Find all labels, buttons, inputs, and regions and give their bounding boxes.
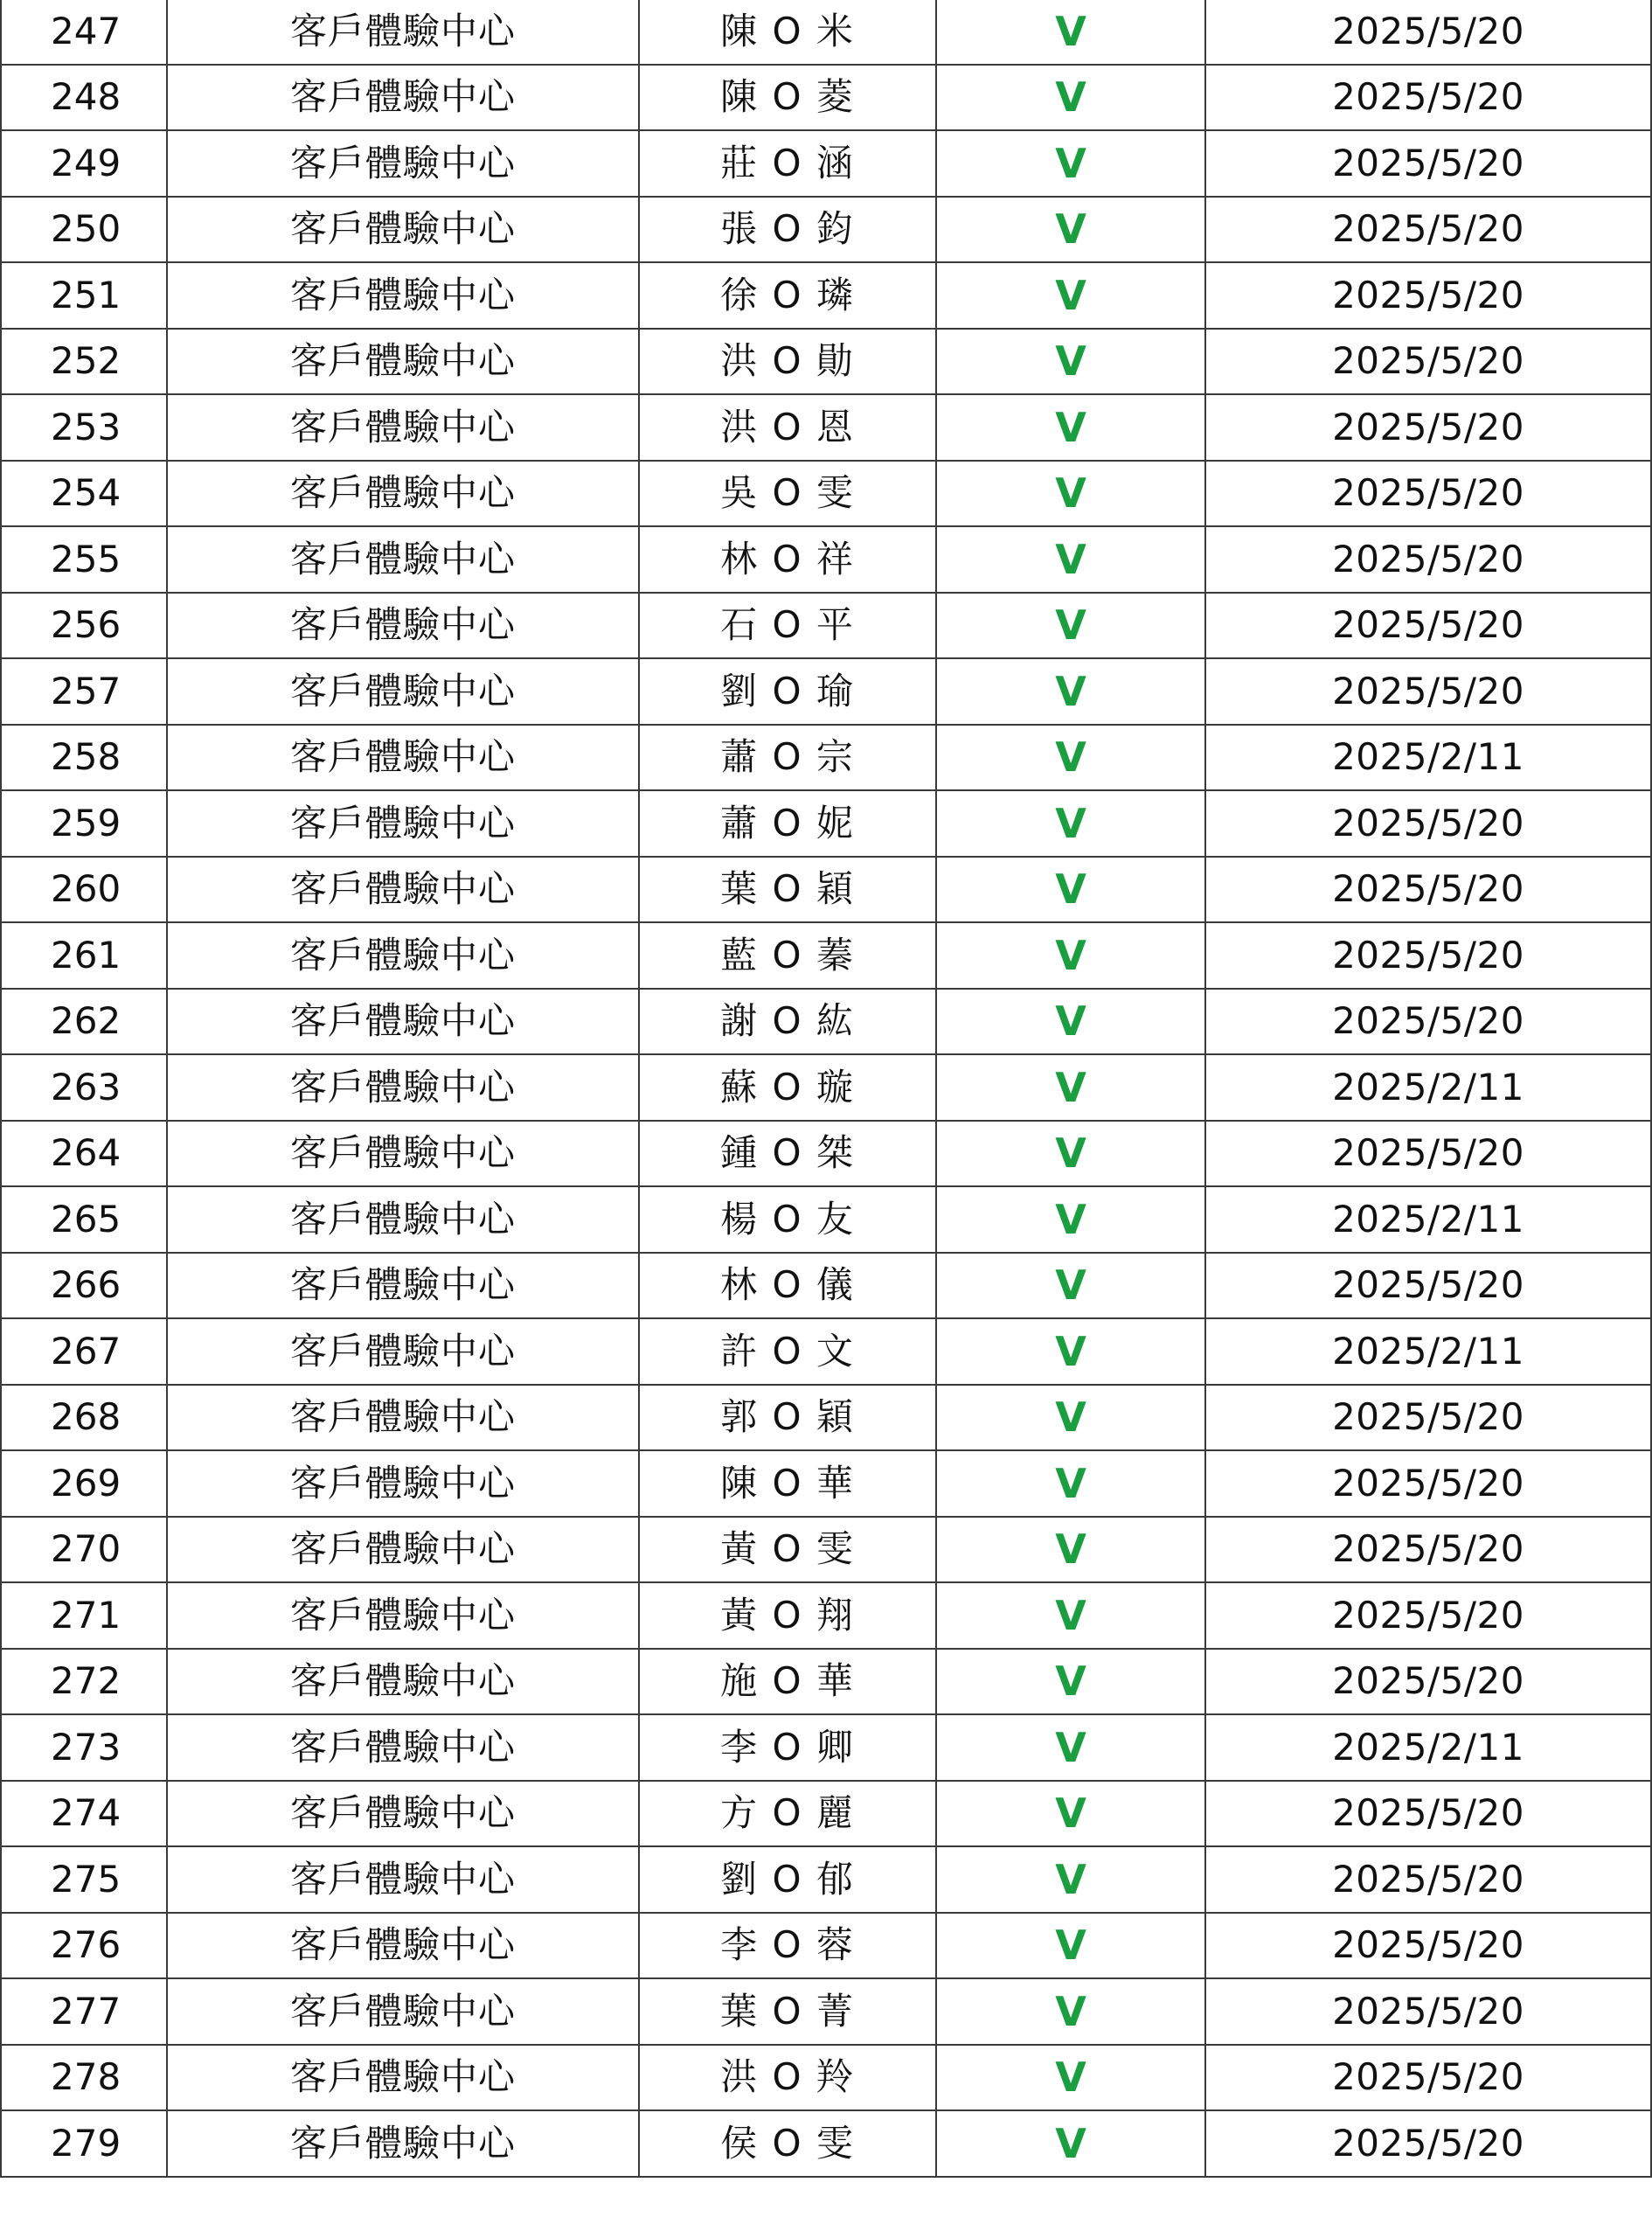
person-name-cell: 方 O 麗 [639, 1781, 936, 1847]
table-row [1, 1649, 1651, 1715]
table-row [1, 1186, 1651, 1253]
date-cell: 2025/5/20 [1205, 130, 1651, 197]
row-number: 250 [1, 197, 167, 263]
date-cell: 2025/5/20 [1205, 1121, 1651, 1187]
table-row [1, 1517, 1651, 1583]
check-mark: V [936, 262, 1205, 329]
date-cell: 2025/2/11 [1205, 1714, 1651, 1781]
table-row [1, 1253, 1651, 1319]
table-row [1, 2045, 1651, 2111]
department-cell: 客戶體驗中心 [167, 1978, 639, 2045]
table-row [1, 1318, 1651, 1385]
date-cell: 2025/5/20 [1205, 394, 1651, 461]
department-cell: 客戶體驗中心 [167, 1846, 639, 1913]
department-cell: 客戶體驗中心 [167, 1318, 639, 1385]
department-cell: 客戶體驗中心 [167, 0, 639, 65]
check-mark: V [936, 1913, 1205, 1979]
table-row [1, 329, 1651, 395]
date-cell: 2025/5/20 [1205, 1253, 1651, 1319]
row-number: 252 [1, 329, 167, 395]
table-row [1, 526, 1651, 593]
row-number: 275 [1, 1846, 167, 1913]
person-name-cell: 蕭 O 妮 [639, 790, 936, 857]
date-cell: 2025/5/20 [1205, 593, 1651, 659]
department-cell: 客戶體驗中心 [167, 1913, 639, 1979]
date-cell: 2025/5/20 [1205, 857, 1651, 923]
department-cell: 客戶體驗中心 [167, 1649, 639, 1715]
date-cell: 2025/5/20 [1205, 2045, 1651, 2111]
department-cell: 客戶體驗中心 [167, 593, 639, 659]
row-number: 279 [1, 2110, 167, 2177]
row-number: 254 [1, 461, 167, 527]
row-number: 256 [1, 593, 167, 659]
date-cell: 2025/5/20 [1205, 1978, 1651, 2045]
person-name-cell: 莊 O 涵 [639, 130, 936, 197]
row-number: 264 [1, 1121, 167, 1187]
row-number: 274 [1, 1781, 167, 1847]
date-cell: 2025/5/20 [1205, 0, 1651, 65]
date-cell: 2025/5/20 [1205, 1517, 1651, 1583]
date-cell: 2025/5/20 [1205, 1385, 1651, 1451]
date-cell: 2025/2/11 [1205, 1186, 1651, 1253]
date-cell: 2025/5/20 [1205, 989, 1651, 1055]
department-cell: 客戶體驗中心 [167, 526, 639, 593]
department-cell: 客戶體驗中心 [167, 790, 639, 857]
date-cell: 2025/5/20 [1205, 1649, 1651, 1715]
date-cell: 2025/2/11 [1205, 1054, 1651, 1121]
department-cell: 客戶體驗中心 [167, 262, 639, 329]
row-number: 262 [1, 989, 167, 1055]
check-mark: V [936, 658, 1205, 725]
department-cell: 客戶體驗中心 [167, 1714, 639, 1781]
row-number: 277 [1, 1978, 167, 2045]
table-row [1, 658, 1651, 725]
date-cell: 2025/5/20 [1205, 65, 1651, 131]
date-cell: 2025/5/20 [1205, 1846, 1651, 1913]
table-row [1, 989, 1651, 1055]
row-number: 271 [1, 1582, 167, 1649]
row-number: 259 [1, 790, 167, 857]
row-number: 253 [1, 394, 167, 461]
row-number: 255 [1, 526, 167, 593]
check-mark: V [936, 2045, 1205, 2111]
person-name-cell: 張 O 鈞 [639, 197, 936, 263]
row-number: 265 [1, 1186, 167, 1253]
date-cell: 2025/5/20 [1205, 2110, 1651, 2177]
row-number: 257 [1, 658, 167, 725]
date-cell: 2025/2/11 [1205, 725, 1651, 791]
table-row [1, 1714, 1651, 1781]
date-cell: 2025/5/20 [1205, 1582, 1651, 1649]
person-name-cell: 侯 O 雯 [639, 2110, 936, 2177]
table-row [1, 1385, 1651, 1451]
person-name-cell: 林 O 祥 [639, 526, 936, 593]
person-name-cell: 李 O 蓉 [639, 1913, 936, 1979]
person-name-cell: 陳 O 米 [639, 0, 936, 65]
department-cell: 客戶體驗中心 [167, 1385, 639, 1451]
table-row [1, 197, 1651, 263]
person-name-cell: 吳 O 雯 [639, 461, 936, 527]
person-name-cell: 劉 O 郁 [639, 1846, 936, 1913]
department-cell: 客戶體驗中心 [167, 1517, 639, 1583]
table-row [1, 1054, 1651, 1121]
table-row [1, 1582, 1651, 1649]
date-cell: 2025/5/20 [1205, 1781, 1651, 1847]
check-mark: V [936, 130, 1205, 197]
check-mark: V [936, 922, 1205, 989]
table-row [1, 857, 1651, 923]
row-number: 249 [1, 130, 167, 197]
date-cell: 2025/5/20 [1205, 329, 1651, 395]
check-mark: V [936, 1582, 1205, 1649]
check-mark: V [936, 1781, 1205, 1847]
department-cell: 客戶體驗中心 [167, 922, 639, 989]
date-cell: 2025/5/20 [1205, 922, 1651, 989]
table-row [1, 1978, 1651, 2045]
department-cell: 客戶體驗中心 [167, 461, 639, 527]
person-name-cell: 黃 O 雯 [639, 1517, 936, 1583]
check-mark: V [936, 65, 1205, 131]
check-mark: V [936, 1318, 1205, 1385]
department-cell: 客戶體驗中心 [167, 197, 639, 263]
row-number: 267 [1, 1318, 167, 1385]
person-name-cell: 施 O 華 [639, 1649, 936, 1715]
row-number: 276 [1, 1913, 167, 1979]
row-number: 266 [1, 1253, 167, 1319]
person-name-cell: 謝 O 紘 [639, 989, 936, 1055]
check-mark: V [936, 857, 1205, 923]
check-mark: V [936, 394, 1205, 461]
check-mark: V [936, 790, 1205, 857]
check-mark: V [936, 1385, 1205, 1451]
person-name-cell: 陳 O 菱 [639, 65, 936, 131]
person-name-cell: 林 O 儀 [639, 1253, 936, 1319]
check-mark: V [936, 1517, 1205, 1583]
department-cell: 客戶體驗中心 [167, 130, 639, 197]
table-row [1, 593, 1651, 659]
row-number: 248 [1, 65, 167, 131]
check-mark: V [936, 526, 1205, 593]
department-cell: 客戶體驗中心 [167, 725, 639, 791]
row-number: 251 [1, 262, 167, 329]
person-name-cell: 石 O 平 [639, 593, 936, 659]
table-row [1, 922, 1651, 989]
check-mark: V [936, 329, 1205, 395]
row-number: 260 [1, 857, 167, 923]
department-cell: 客戶體驗中心 [167, 1186, 639, 1253]
row-number: 247 [1, 0, 167, 65]
date-cell: 2025/5/20 [1205, 526, 1651, 593]
row-number: 268 [1, 1385, 167, 1451]
table-row [1, 1121, 1651, 1187]
check-mark: V [936, 1054, 1205, 1121]
person-name-cell: 葉 O 菁 [639, 1978, 936, 2045]
check-mark: V [936, 197, 1205, 263]
person-name-cell: 劉 O 瑜 [639, 658, 936, 725]
date-cell: 2025/5/20 [1205, 262, 1651, 329]
check-mark: V [936, 1978, 1205, 2045]
date-cell: 2025/5/20 [1205, 790, 1651, 857]
department-cell: 客戶體驗中心 [167, 329, 639, 395]
check-mark: V [936, 0, 1205, 65]
table-row [1, 130, 1651, 197]
person-name-cell: 陳 O 華 [639, 1450, 936, 1517]
row-number: 261 [1, 922, 167, 989]
table-row [1, 394, 1651, 461]
department-cell: 客戶體驗中心 [167, 65, 639, 131]
check-mark: V [936, 461, 1205, 527]
table-row [1, 1781, 1651, 1847]
check-mark: V [936, 1714, 1205, 1781]
table-row [1, 262, 1651, 329]
person-name-cell: 郭 O 穎 [639, 1385, 936, 1451]
person-name-cell: 洪 O 勛 [639, 329, 936, 395]
department-cell: 客戶體驗中心 [167, 1121, 639, 1187]
row-number: 269 [1, 1450, 167, 1517]
person-name-cell: 蕭 O 宗 [639, 725, 936, 791]
check-mark: V [936, 593, 1205, 659]
department-cell: 客戶體驗中心 [167, 2110, 639, 2177]
check-mark: V [936, 725, 1205, 791]
date-cell: 2025/5/20 [1205, 1913, 1651, 1979]
table-row [1, 1846, 1651, 1913]
check-mark: V [936, 1846, 1205, 1913]
table-row [1, 790, 1651, 857]
department-cell: 客戶體驗中心 [167, 1253, 639, 1319]
department-cell: 客戶體驗中心 [167, 1781, 639, 1847]
department-cell: 客戶體驗中心 [167, 857, 639, 923]
row-number: 263 [1, 1054, 167, 1121]
person-name-cell: 楊 O 友 [639, 1186, 936, 1253]
date-cell: 2025/2/11 [1205, 1318, 1651, 1385]
table-row [1, 461, 1651, 527]
table-row [1, 2110, 1651, 2177]
row-number: 273 [1, 1714, 167, 1781]
department-cell: 客戶體驗中心 [167, 658, 639, 725]
check-mark: V [936, 1649, 1205, 1715]
row-number: 278 [1, 2045, 167, 2111]
date-cell: 2025/5/20 [1205, 197, 1651, 263]
person-name-cell: 洪 O 恩 [639, 394, 936, 461]
person-name-cell: 李 O 卿 [639, 1714, 936, 1781]
date-cell: 2025/5/20 [1205, 1450, 1651, 1517]
person-name-cell: 許 O 文 [639, 1318, 936, 1385]
check-mark: V [936, 1253, 1205, 1319]
department-cell: 客戶體驗中心 [167, 1450, 639, 1517]
department-cell: 客戶體驗中心 [167, 1582, 639, 1649]
person-name-cell: 鍾 O 桀 [639, 1121, 936, 1187]
person-name-cell: 葉 O 穎 [639, 857, 936, 923]
person-name-cell: 黃 O 翔 [639, 1582, 936, 1649]
check-mark: V [936, 1121, 1205, 1187]
table-row [1, 65, 1651, 131]
table-row [1, 725, 1651, 791]
table-row [1, 1450, 1651, 1517]
person-name-cell: 徐 O 璘 [639, 262, 936, 329]
department-cell: 客戶體驗中心 [167, 2045, 639, 2111]
table-row [1, 1913, 1651, 1979]
check-mark: V [936, 2110, 1205, 2177]
check-mark: V [936, 989, 1205, 1055]
department-cell: 客戶體驗中心 [167, 1054, 639, 1121]
date-cell: 2025/5/20 [1205, 658, 1651, 725]
person-name-cell: 藍 O 蓁 [639, 922, 936, 989]
check-mark: V [936, 1186, 1205, 1253]
row-number: 258 [1, 725, 167, 791]
department-cell: 客戶體驗中心 [167, 394, 639, 461]
check-mark: V [936, 1450, 1205, 1517]
roster-table-body [1, 0, 1651, 2177]
department-cell: 客戶體驗中心 [167, 989, 639, 1055]
date-cell: 2025/5/20 [1205, 461, 1651, 527]
row-number: 270 [1, 1517, 167, 1583]
person-name-cell: 蘇 O 璇 [639, 1054, 936, 1121]
person-name-cell: 洪 O 羚 [639, 2045, 936, 2111]
table-row [1, 0, 1651, 65]
row-number: 272 [1, 1649, 167, 1715]
